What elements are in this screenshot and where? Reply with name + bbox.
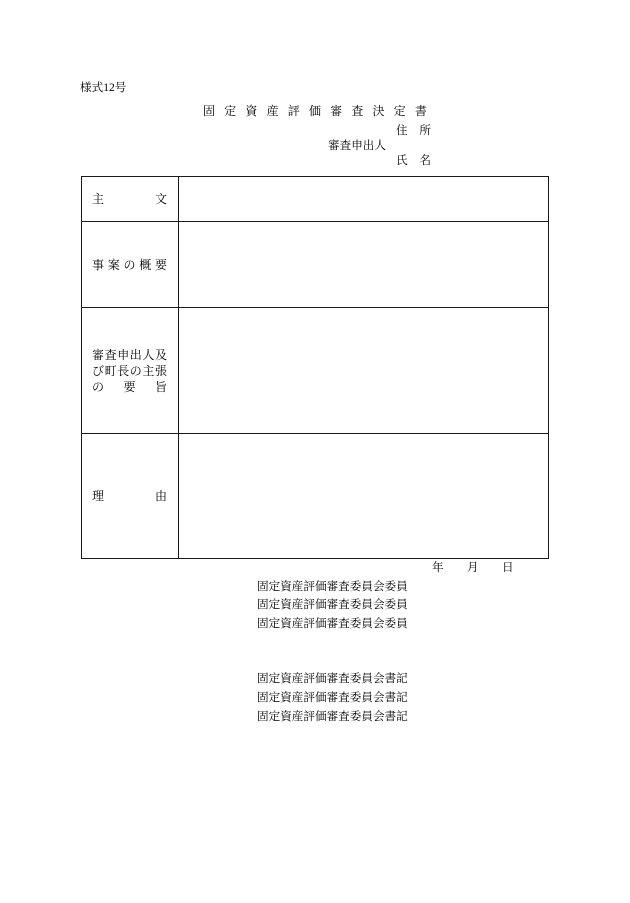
label-character: 要 [154, 257, 167, 272]
row-label-case-summary [92, 257, 167, 273]
label-cell-reason [82, 434, 179, 558]
table-row-reason [82, 434, 548, 558]
date-day-label: 日 [502, 561, 514, 574]
label-character: 事 [92, 257, 105, 272]
row-label-claims-line-1 [92, 347, 167, 363]
label-character: 価 [308, 104, 321, 118]
label-character: 査 [351, 104, 364, 118]
claims-cell [179, 308, 548, 433]
label-character: 書 [414, 104, 427, 118]
label-character: 住 [396, 124, 408, 137]
reason-cell [179, 434, 548, 558]
label-character: 概 [139, 257, 152, 272]
label-character: 町 [104, 363, 117, 378]
label-character: 審 [330, 104, 343, 118]
committee-clerk-line: 固定資産評価審査委員会書記 [257, 710, 408, 723]
table-row-case-summary [82, 222, 548, 308]
label-character: 資 [245, 104, 258, 118]
row-label-claims-line-3 [92, 379, 167, 395]
row-label-claims-line-2 [92, 363, 167, 379]
applicant-label: 審査申出人 [328, 139, 386, 152]
label-character: 審 [92, 347, 105, 362]
committee-member-line: 固定資産評価審査委員会委員 [257, 580, 408, 593]
label-character: 由 [154, 489, 167, 503]
label-character: 所 [419, 124, 431, 137]
label-character: 文 [154, 192, 167, 206]
label-character: 主 [142, 363, 155, 378]
label-cell-claims [82, 308, 179, 433]
label-character: び [92, 363, 105, 378]
label-character: 産 [266, 104, 279, 118]
committee-member-line: 固定資産評価審査委員会委員 [257, 598, 408, 611]
label-character: 決 [372, 104, 385, 118]
case-summary-cell [179, 222, 548, 307]
label-character: 主 [92, 192, 105, 206]
label-character: 張 [154, 363, 167, 378]
label-character: 査 [104, 347, 117, 362]
address-label [396, 124, 431, 138]
label-character: 旨 [154, 379, 167, 394]
label-character: 案 [107, 257, 120, 272]
document-title [203, 104, 427, 118]
label-character: 申 [117, 347, 130, 362]
label-character: の [123, 257, 136, 272]
label-character: 及 [154, 347, 167, 362]
main-text-cell [179, 177, 548, 221]
label-character: の [92, 379, 105, 394]
committee-member-line: 固定資産評価審査委員会委員 [257, 617, 408, 630]
label-character: の [129, 363, 142, 378]
label-character: 人 [142, 347, 155, 362]
date-year-label: 年 [432, 561, 444, 574]
form-number: 様式12号 [80, 81, 127, 94]
label-character: 要 [123, 379, 136, 394]
label-character: 理 [92, 489, 105, 503]
label-character: 評 [287, 104, 300, 118]
committee-clerk-line: 固定資産評価審査委員会書記 [257, 691, 408, 704]
row-label-reason [92, 488, 167, 504]
committee-clerk-line: 固定資産評価審査委員会書記 [257, 672, 408, 685]
label-cell-case-summary [82, 222, 179, 307]
label-character: 出 [129, 347, 142, 362]
table-row-claims [82, 308, 548, 434]
label-cell-main-text [82, 177, 179, 221]
name-label [396, 154, 431, 168]
label-character: 氏 [396, 154, 408, 167]
label-character: 名 [419, 154, 431, 167]
label-character: 長 [117, 363, 130, 378]
label-character: 定 [393, 104, 406, 118]
date-month-label: 月 [467, 561, 479, 574]
label-character: 固 [203, 104, 216, 118]
label-character: 定 [224, 104, 237, 118]
table-row-main-text [82, 177, 548, 222]
row-label-main-text [92, 191, 167, 207]
decision-table [81, 176, 549, 559]
row-label-claims [92, 347, 167, 395]
